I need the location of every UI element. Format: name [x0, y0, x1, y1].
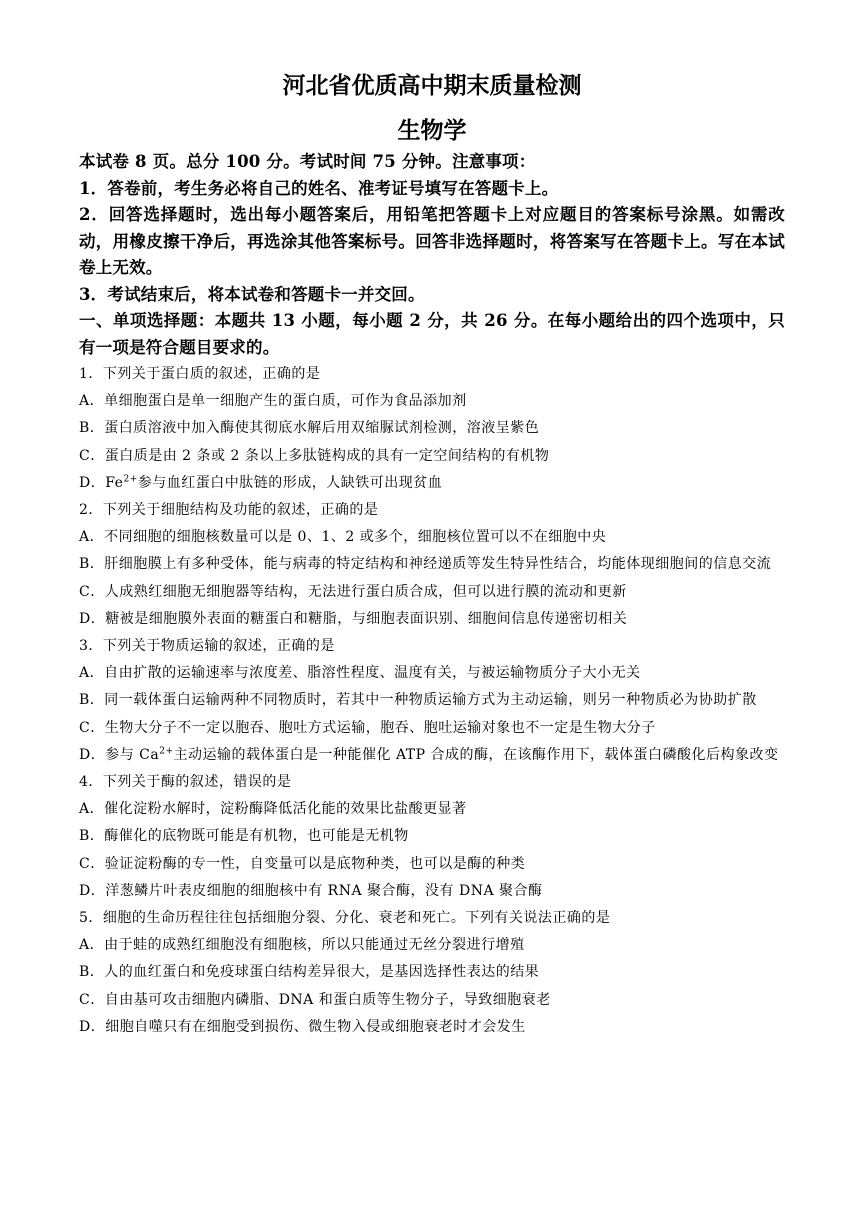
option-a: A．不同细胞的细胞核数量可以是 0、1、2 或多个，细胞核位置可以不在细胞中央	[79, 529, 607, 546]
option-d	[79, 742, 785, 769]
exam-subject: 生物学	[397, 117, 467, 144]
section-heading: 一、单项选择题：本题共 13 小题，每小题 2 分，共 26 分。在每小题给出的四个选项中，只有一项是符合题目要求的。	[79, 311, 785, 357]
option-a: A．单细胞蛋白是单一细胞产生的蛋白质，可作为食品添加剂	[79, 393, 467, 410]
ion-charge: 2+	[123, 474, 138, 485]
option-d-text: D．参与 Ca	[79, 746, 160, 763]
option-d-text: D．Fe	[79, 474, 124, 491]
option-d-rest: 参与血红蛋白中肽链的形成，人缺铁可出现贫血	[137, 474, 443, 491]
option-c: C．生物大分子不一定以胞吞、胞吐方式运输，胞吞、胞吐运输对象也不一定是生物大分子	[79, 719, 656, 736]
question-stem: 1．下列关于蛋白质的叙述，正确的是	[79, 366, 321, 382]
option-c: C．验证淀粉酶的专一性，自变量可以是底物种类，也可以是酶的种类	[79, 855, 526, 872]
instructions-intro: 本试卷 8 页。总分 100 分。考试时间 75 分钟。注意事项：	[79, 152, 536, 171]
exam-page	[79, 70, 785, 1041]
option-b: B．蛋白质溶液中加入酶使其彻底水解后用双缩脲试剂检测，溶液呈紫色	[79, 420, 540, 437]
option-d: D．细胞自噬只有在细胞受到损伤、微生物入侵或细胞衰老时才会发生	[79, 1018, 526, 1035]
option-b: B．同一载体蛋白运输两种不同物质时，若其中一种物质运输方式为主动运输，则另一种物质必为协助扩散	[79, 692, 757, 709]
question-3	[79, 633, 785, 769]
question-2	[79, 497, 785, 633]
question-stem: 3．下列关于物质运输的叙述，正确的是	[79, 638, 335, 655]
option-a: A．催化淀粉水解时，淀粉酶降低活化能的效果比盐酸更显著	[79, 801, 467, 818]
option-a: A．由于蛙的成熟红细胞没有细胞核，所以只能通过无丝分裂进行增殖	[79, 937, 525, 954]
option-d	[79, 470, 785, 497]
option-d-rest: 主动运输的载体蛋白是一种能催化 ATP 合成的酶，在该酶作用下，载体蛋白磷酸化后构象改变	[173, 746, 779, 763]
option-d: D．洋葱鳞片叶表皮细胞的细胞核中有 RNA 聚合酶，没有 DNA 聚合酶	[79, 882, 543, 899]
ion-charge: 2+	[159, 746, 174, 757]
question-stem: 4．下列关于酶的叙述，错误的是	[79, 774, 292, 791]
question-stem: 2．下列关于细胞结构及功能的叙述，正确的是	[79, 502, 379, 519]
question-1	[79, 361, 785, 497]
option-b: B．人的血红蛋白和免疫球蛋白结构差异很大，是基因选择性表达的结果	[79, 964, 540, 981]
option-d: D．糖被是细胞膜外表面的糖蛋白和糖脂，与细胞表面识别、细胞间信息传递密切相关	[79, 610, 628, 627]
question-stem: 5．细胞的生命历程往往包括细胞分裂、分化、衰老和死亡。下列有关说法正确的是	[79, 910, 611, 927]
option-b: B．肝细胞膜上有多种受体，能与病毒的特定结构和神经递质等发生特异性结合，均能体现细胞间的信息交流	[79, 556, 772, 573]
question-5	[79, 905, 785, 1041]
instruction-item-1: 1．答卷前，考生务必将自己的姓名、准考证号填写在答题卡上。	[79, 178, 559, 198]
option-b: B．酶催化的底物既可能是有机物，也可能是无机物	[79, 828, 409, 845]
option-c: C．蛋白质是由 2 条或 2 条以上多肽链构成的具有一定空间结构的有机物	[79, 447, 550, 464]
instruction-item-2: 2．回答选择题时，选出每小题答案后，用铅笔把答题卡上对应题目的答案标号涂黑。如需改动，用橡皮擦干净后，再选涂其他答案标号。回答非选择题时，将答案写在答题卡上。写在本试卷上无效。	[79, 205, 785, 277]
option-c: C．自由基可攻击细胞内磷脂、DNA 和蛋白质等生物分子，导致细胞衰老	[79, 991, 551, 1008]
question-4	[79, 769, 785, 905]
option-c: C．人成熟红细胞无细胞器等结构，无法进行蛋白质合成，但可以进行膜的流动和更新	[79, 583, 627, 600]
instruction-item-3: 3．考试结束后，将本试卷和答题卡一并交回。	[79, 284, 425, 304]
instructions	[79, 149, 785, 308]
exam-title: 河北省优质高中期末质量检测	[282, 72, 582, 99]
option-a: A．自由扩散的运输速率与浓度差、脂溶性程度、温度有关，与被运输物质分子大小无关	[79, 665, 641, 682]
